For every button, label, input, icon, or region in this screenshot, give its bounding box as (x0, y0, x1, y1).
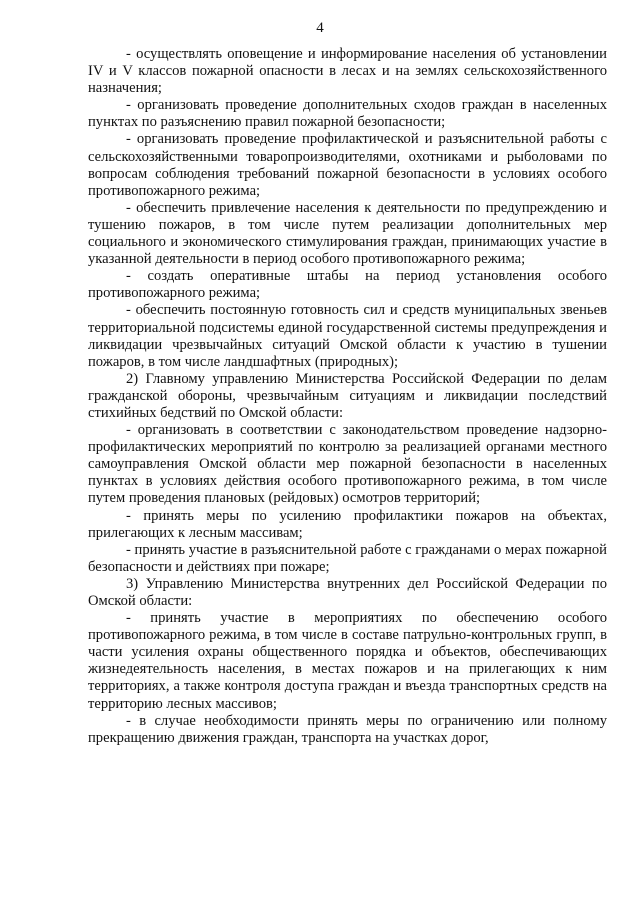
paragraph-organize-meetings: - организовать проведение дополнительных сходов граждан в населенных пунктах по разъяснению правил пожарной безопасности; (88, 97, 607, 131)
paragraph-readiness-forces: - обеспечить постоянную готовность сил и средств муниципальных звеньев территориальной подсистемы единой государственной системы предупреждения и ликвидации чрезвычайных ситуаций Омской области к участию в тушении пожаров, в том числе ландшафтных (природных); (88, 302, 607, 370)
page-number: 4 (316, 20, 324, 36)
paragraph-preventive-work: - организовать проведение профилактической и разъяснительной работы с сельскохозяйственными товаропроизводителями, охотниками и рыболовами по вопросам соблюдения требований пожарной безопасности в условиях особого противопожарного режима; (88, 131, 607, 199)
document-body (88, 46, 607, 747)
paragraph-notify-population: - осуществлять оповещение и информирование населения об установлении IV и V классов пожарной опасности в лесах и на землях сельскохозяйственного назначения; (88, 46, 607, 97)
paragraph-item-2-mchs: 2) Главному управлению Министерства Российской Федерации по делам гражданской обороны, чрезвычайным ситуациям и ликвидации последствий стихийных бедствий по Омской области: (88, 370, 607, 421)
paragraph-supervisory-measures: - организовать в соответствии с законодательством проведение надзорно-профилактических мероприятий по контролю за реализацией органами местного самоуправления Омской области мер пожарной безопасности в населенных пунктах в условиях действия особого противопожарного режима, в том числе путем проведения плановых (рейдовых) осмотров территорий; (88, 422, 607, 507)
paragraph-patrol-groups: - принять участие в мероприятиях по обеспечению особого противопожарного режима, в том числе в составе патрульно-контрольных групп, в части усиления охраны общественного порядка и объектов, обеспечивающих жизнедеятельность населения, в местах пожаров и на прилегающих к ним территориях, а также контроля доступа граждан и въезда транспортных средств на территорию лесных массивов; (88, 610, 607, 712)
paragraph-explanatory-work: - принять участие в разъяснительной работе с гражданами о мерах пожарной безопасности и действиях при пожаре; (88, 541, 607, 575)
paragraph-item-3-mvd: 3) Управлению Министерства внутренних дел Российской Федерации по Омской области: (88, 575, 607, 609)
paragraph-prevention-forests: - принять меры по усилению профилактики пожаров на объектах, прилегающих к лесным массивам; (88, 507, 607, 541)
paragraph-operational-headquarters: - создать оперативные штабы на период установления особого противопожарного режима; (88, 268, 607, 302)
paragraph-restrict-movement: - в случае необходимости принять меры по ограничению или полному прекращению движения граждан, транспорта на участках дорог, (88, 712, 607, 746)
paragraph-involve-population: - обеспечить привлечение населения к деятельности по предупреждению и тушению пожаров, в том числе путем реализации дополнительных мер социального и экономического стимулирования граждан, принимающих участие в указанной деятельности в период особого противопожарного режима; (88, 199, 607, 268)
